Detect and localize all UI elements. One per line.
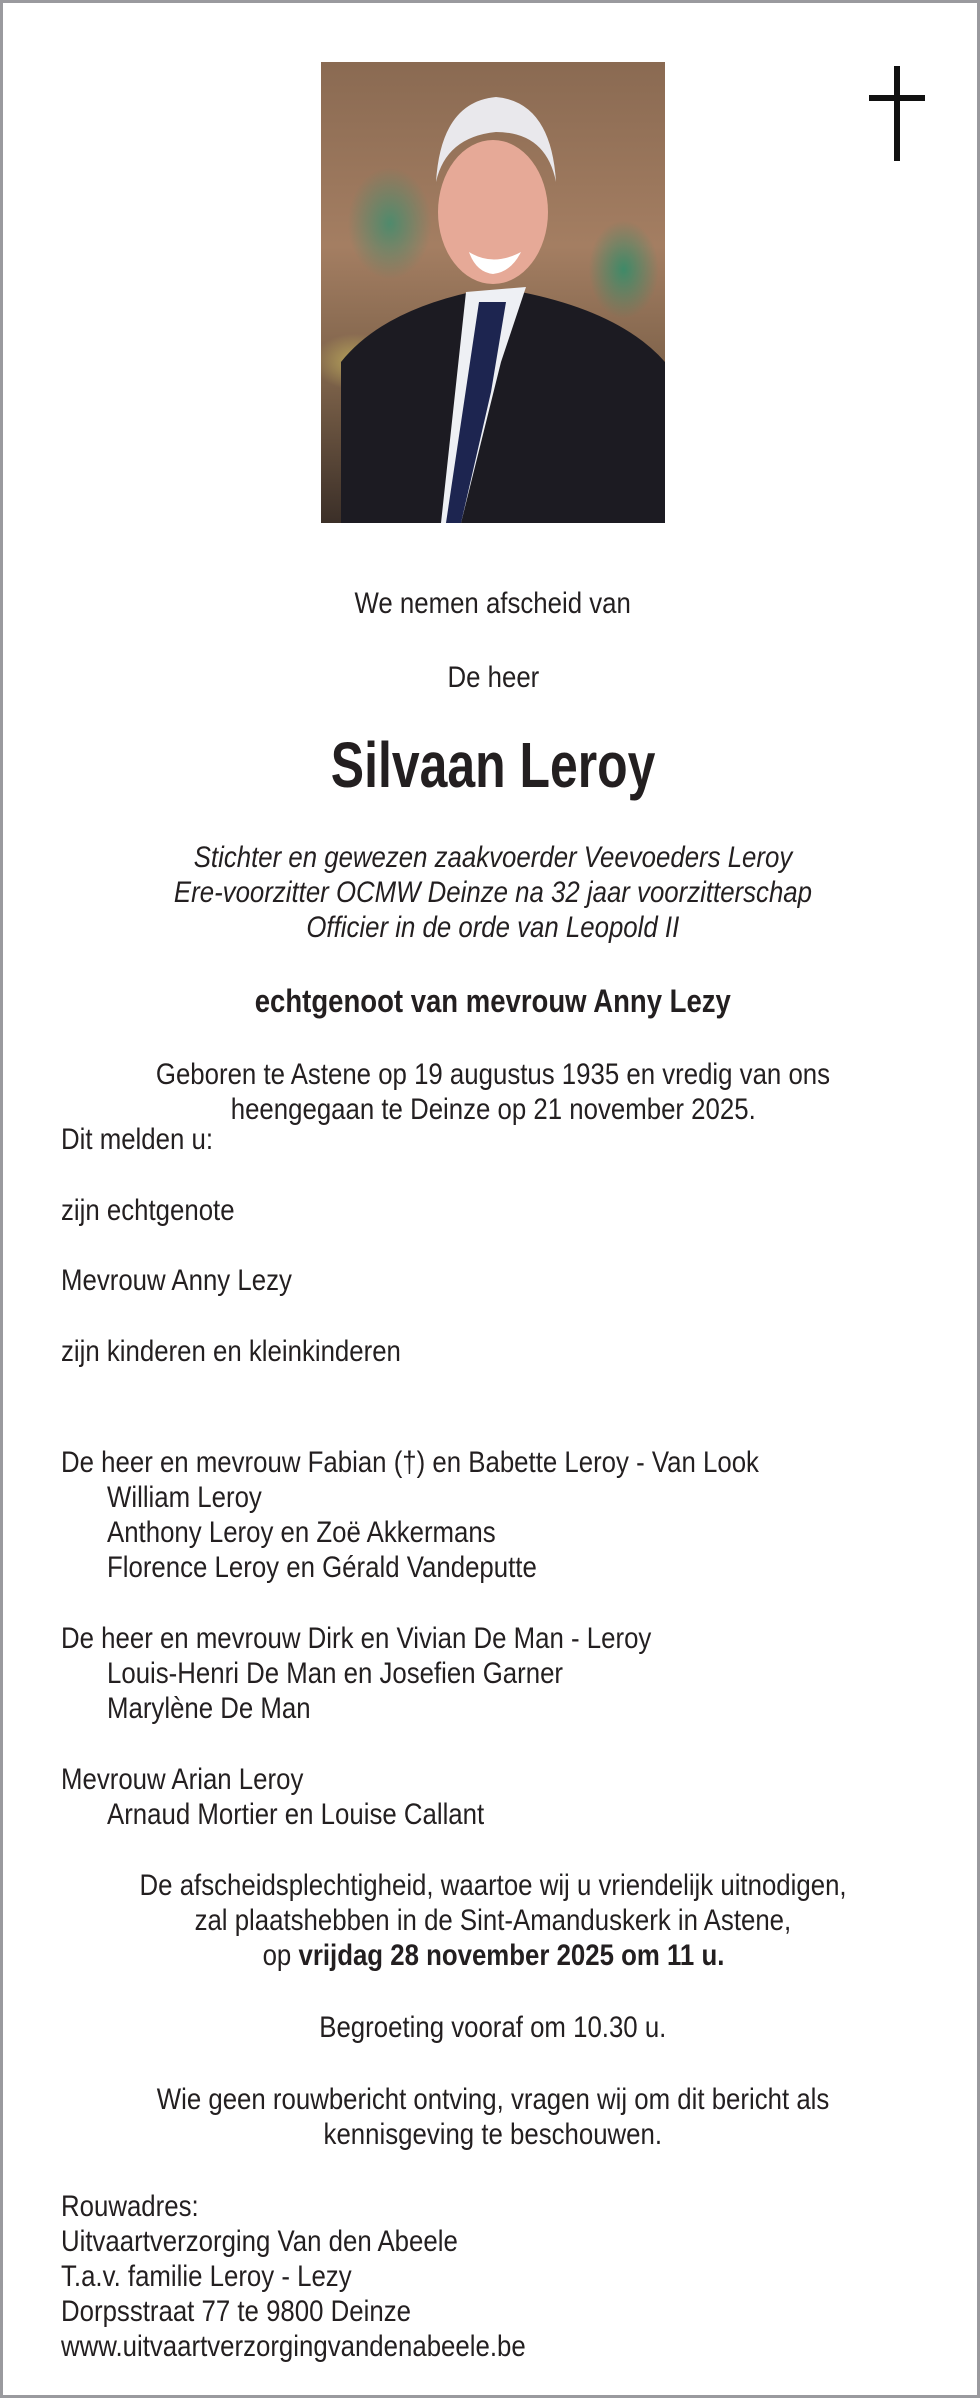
spouse-heading: zijn echtgenote [61, 1194, 235, 1227]
cross-icon-bar [869, 95, 925, 101]
website-link[interactable]: www.uitvaartverzorgingvandenabeele.be [61, 2330, 526, 2363]
title-line-2: Ere-voorzitter OCMW Deinze na 32 jaar voorzitterschap [173, 876, 813, 909]
portrait-photo [321, 62, 665, 523]
ceremony-line-2: zal plaatshebben in de Sint-Amanduskerk in Astene, [194, 1904, 792, 1937]
address-line: Uitvaartverzorging Van den Abeele [61, 2225, 458, 2258]
family-3-member: Arnaud Mortier en Louise Callant [107, 1798, 485, 1831]
spouse-line: echtgenoot van mevrouw Anny Lezy [254, 983, 732, 1019]
salutation: De heer [447, 661, 539, 694]
greeting-text: Begroeting vooraf om 10.30 u. [319, 2011, 667, 2044]
title-line-3: Officier in de orde van Leopold II [306, 911, 680, 944]
family-2-head: De heer en mevrouw Dirk en Vivian De Man - Leroy [61, 1622, 652, 1655]
ceremony-datetime: vrijdag 28 november 2025 om 11 u. [297, 1939, 724, 1972]
announce-text: Dit melden u: [61, 1123, 214, 1156]
ceremony-prefix: op [262, 1939, 298, 1972]
family-1-head: De heer en mevrouw Fabian (†) en Babette Leroy - Van Look [61, 1446, 759, 1479]
family-1-member: William Leroy [107, 1481, 262, 1514]
cross-icon [894, 66, 900, 161]
family-2-member: Louis-Henri De Man en Josefien Garner [107, 1657, 564, 1690]
deceased-name: Silvaan Leroy [330, 729, 656, 801]
no-notice-line-1: Wie geen rouwbericht ontving, vragen wij om dit bericht als [156, 2083, 830, 2116]
ceremony-line-3 [3, 1938, 980, 1974]
ceremony-line-1: De afscheidsplechtigheid, waartoe wij u vriendelijk uitnodigen, [139, 1869, 847, 1902]
family-1-member: Florence Leroy en Gérald Vandeputte [107, 1551, 537, 1584]
family-3-head: Mevrouw Arian Leroy [61, 1763, 304, 1796]
address-label: Rouwadres: [61, 2190, 199, 2223]
family-1-member: Anthony Leroy en Zoë Akkermans [107, 1516, 496, 1549]
no-notice-line-2: kennisgeving te beschouwen. [323, 2118, 663, 2151]
intro-text: We nemen afscheid van [354, 587, 632, 620]
birth-death-line-1: Geboren te Astene op 19 augustus 1935 en vredig van ons [155, 1058, 831, 1091]
title-line-1: Stichter en gewezen zaakvoerder Veevoeders Leroy [193, 841, 793, 874]
portrait-illustration [321, 62, 665, 523]
family-2-member: Marylène De Man [107, 1692, 311, 1725]
address-line: T.a.v. familie Leroy - Lezy [61, 2260, 352, 2293]
address-line: Dorpsstraat 77 te 9800 Deinze [61, 2295, 411, 2328]
spouse-name: Mevrouw Anny Lezy [61, 1264, 292, 1297]
children-heading: zijn kinderen en kleinkinderen [61, 1335, 401, 1368]
birth-death-line-2: heengegaan te Deinze op 21 november 2025. [230, 1093, 756, 1126]
